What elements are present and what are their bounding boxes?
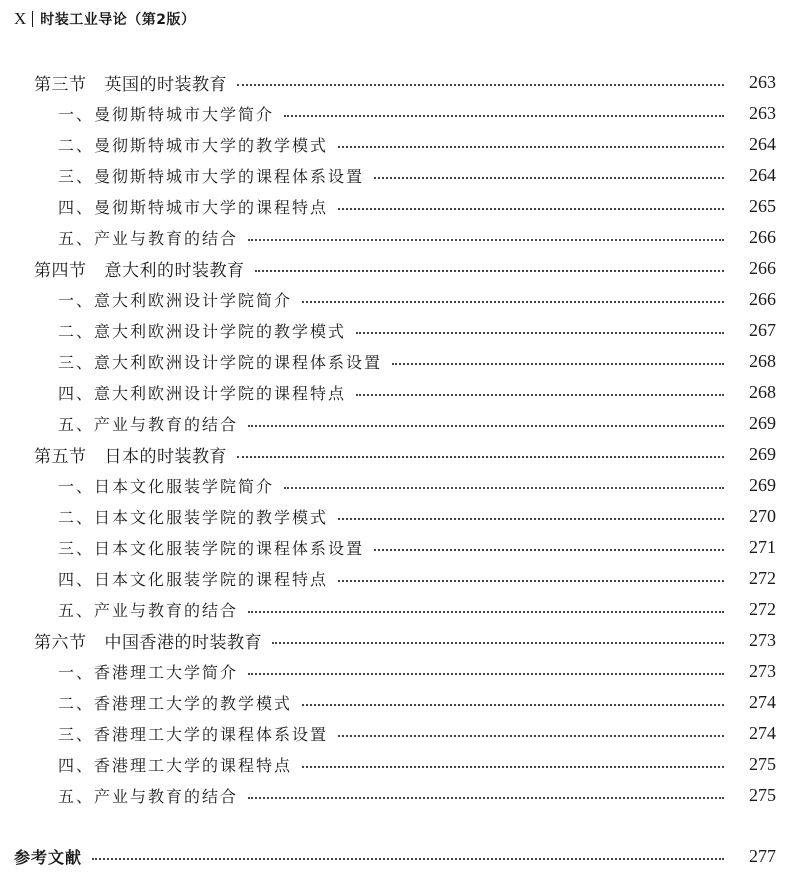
toc-page-number: 274 — [749, 722, 776, 743]
leader-dots — [374, 177, 724, 179]
toc-entry-label: 二、日本文化服装学院的教学模式 — [58, 507, 329, 527]
toc-subsection-entry[interactable] — [58, 410, 800, 436]
toc-subsection-entry[interactable] — [58, 193, 800, 219]
header-book-title: 时装工业导论（第2版） — [40, 12, 196, 28]
leader-dots — [356, 332, 724, 334]
toc-page-number: 266 — [749, 226, 776, 247]
toc-subsection-entry[interactable] — [58, 751, 800, 777]
toc-entry-label: 四、意大利欧洲设计学院的课程特点 — [58, 383, 347, 403]
leader-dots — [302, 301, 724, 303]
toc-page-number: 264 — [749, 133, 776, 154]
leader-dots — [272, 642, 724, 644]
header-page-number: X — [14, 9, 27, 28]
toc-entry-label: 三、日本文化服装学院的课程体系设置 — [58, 538, 365, 558]
leader-dots — [248, 425, 724, 427]
running-header — [14, 8, 196, 30]
toc-subsection-entry[interactable] — [58, 720, 800, 746]
section-title: 英国的时装教育 — [104, 74, 227, 95]
leader-dots — [302, 766, 724, 768]
toc-subsection-entry[interactable] — [58, 131, 800, 157]
toc-section-entry[interactable] — [34, 255, 800, 281]
toc-entry-label — [34, 256, 245, 281]
leader-dots — [338, 580, 724, 582]
toc-subsection-entry[interactable] — [58, 286, 800, 312]
toc-page-number: 267 — [749, 319, 776, 340]
toc-page-number: 263 — [749, 102, 776, 123]
leader-dots — [237, 456, 724, 458]
leader-dots — [338, 146, 724, 148]
toc-entry-label: 四、日本文化服装学院的课程特点 — [58, 569, 329, 589]
section-title: 中国香港的时装教育 — [104, 632, 262, 653]
toc-section-entry[interactable] — [34, 441, 800, 467]
leader-dots — [374, 549, 724, 551]
leader-dots — [248, 673, 724, 675]
toc-subsection-entry[interactable] — [58, 472, 800, 498]
toc-page-number: 269 — [749, 412, 776, 433]
toc-references-entry[interactable] — [14, 843, 800, 869]
leader-dots — [338, 208, 724, 210]
toc-entry-label — [34, 442, 227, 467]
toc-entry-label: 一、日本文化服装学院简介 — [58, 476, 275, 496]
toc-entry-label: 五、产业与教育的结合 — [58, 228, 239, 248]
toc-entry-label: 一、意大利欧洲设计学院简介 — [58, 290, 293, 310]
toc-page-number: 272 — [749, 567, 776, 588]
toc-entry-label: 三、意大利欧洲设计学院的课程体系设置 — [58, 352, 383, 372]
leader-dots — [248, 611, 724, 613]
toc-subsection-entry[interactable] — [58, 162, 800, 188]
toc-subsection-entry[interactable] — [58, 379, 800, 405]
section-number: 第三节 — [34, 74, 87, 95]
toc-entry-label: 五、产业与教育的结合 — [58, 414, 239, 434]
toc-section-entry[interactable] — [34, 69, 800, 95]
toc-subsection-entry[interactable] — [58, 224, 800, 250]
toc-entry-label: 三、曼彻斯特城市大学的课程体系设置 — [58, 166, 365, 186]
leader-dots — [92, 858, 724, 860]
toc-page-number: 269 — [749, 443, 776, 464]
toc-page-number: 263 — [749, 71, 776, 92]
leader-dots — [237, 84, 724, 86]
toc-page-number: 275 — [749, 753, 776, 774]
toc-subsection-entry[interactable] — [58, 782, 800, 808]
toc-entry-label — [34, 70, 227, 95]
toc-page-number: 266 — [749, 257, 776, 278]
leader-dots — [392, 363, 724, 365]
section-number: 第五节 — [34, 446, 87, 467]
toc-subsection-entry[interactable] — [58, 596, 800, 622]
toc-page-number: 274 — [749, 691, 776, 712]
leader-dots — [302, 704, 724, 706]
toc-subsection-entry[interactable] — [58, 689, 800, 715]
section-number: 第六节 — [34, 632, 87, 653]
leader-dots — [284, 115, 724, 117]
toc-subsection-entry[interactable] — [58, 317, 800, 343]
section-number: 第四节 — [34, 260, 87, 281]
leader-dots — [338, 735, 724, 737]
leader-dots — [248, 797, 724, 799]
toc-entry-label — [34, 628, 262, 653]
toc-entry-label: 一、曼彻斯特城市大学简介 — [58, 104, 275, 124]
toc-page-number: 270 — [749, 505, 776, 526]
toc-page-number: 275 — [749, 784, 776, 805]
toc-page-number: 266 — [749, 288, 776, 309]
toc-subsection-entry[interactable] — [58, 565, 800, 591]
toc-entry-label: 五、产业与教育的结合 — [58, 600, 239, 620]
leader-dots — [356, 394, 724, 396]
toc-subsection-entry[interactable] — [58, 534, 800, 560]
toc-entry-label: 二、香港理工大学的教学模式 — [58, 693, 293, 713]
toc-page-number: 264 — [749, 164, 776, 185]
leader-dots — [284, 487, 724, 489]
toc-page-number: 265 — [749, 195, 776, 216]
toc-entry-label: 五、产业与教育的结合 — [58, 786, 239, 806]
toc-page-number: 273 — [749, 629, 776, 650]
toc-subsection-entry[interactable] — [58, 100, 800, 126]
toc-subsection-entry[interactable] — [58, 658, 800, 684]
references-label: 参考文献 — [14, 847, 83, 867]
leader-dots — [338, 518, 724, 520]
toc-page-number: 269 — [749, 474, 776, 495]
toc-page-number: 271 — [749, 536, 776, 557]
toc-entry-label: 二、曼彻斯特城市大学的教学模式 — [58, 135, 329, 155]
toc-section-entry[interactable] — [34, 627, 800, 653]
toc-page-number: 273 — [749, 660, 776, 681]
toc-entry-label: 四、曼彻斯特城市大学的课程特点 — [58, 197, 329, 217]
toc-subsection-entry[interactable] — [58, 348, 800, 374]
toc-entry-label: 一、香港理工大学简介 — [58, 662, 239, 682]
toc-page-number: 268 — [749, 350, 776, 371]
toc-entry-label: 三、香港理工大学的课程体系设置 — [58, 724, 329, 744]
section-title: 意大利的时装教育 — [104, 260, 245, 281]
leader-dots — [255, 270, 725, 272]
header-divider — [32, 11, 33, 27]
toc-page-number: 268 — [749, 381, 776, 402]
leader-dots — [248, 239, 724, 241]
toc-entry-label: 四、香港理工大学的课程特点 — [58, 755, 293, 775]
toc-subsection-entry[interactable] — [58, 503, 800, 529]
section-title: 日本的时装教育 — [104, 446, 227, 467]
toc-page-number: 272 — [749, 598, 776, 619]
toc-page-number: 277 — [749, 845, 776, 866]
toc-entry-label: 二、意大利欧洲设计学院的教学模式 — [58, 321, 347, 341]
